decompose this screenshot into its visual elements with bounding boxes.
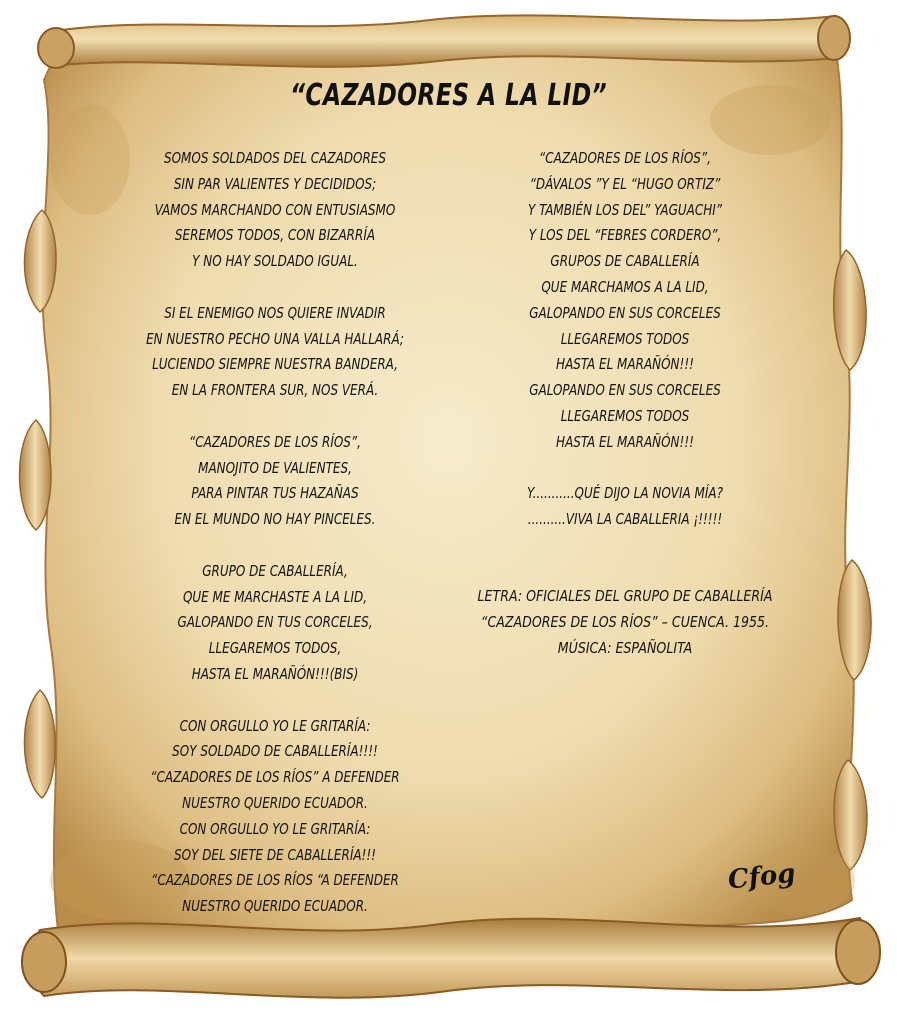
lyric-line: SI EL ENEMIGO NOS QUIERE INVADIR <box>164 303 386 322</box>
top-roll-curl-right <box>818 16 850 60</box>
bottom-roll-curl-right <box>836 920 880 984</box>
lyric-line: HASTA EL MARAÑÓN!!! <box>556 432 694 451</box>
stanza-gap <box>95 404 455 430</box>
lyric-line: SIN PAR VALIENTES Y DECIDIDOS; <box>173 174 377 193</box>
bottom-roll-curl-left <box>22 932 66 992</box>
lyric-line: ..........VIVA LA CABALLERIA ¡!!!!! <box>527 510 723 529</box>
lyric-line: EN NUESTRO PECHO UNA VALLA HALLARÁ; <box>146 329 404 348</box>
lyric-line: GALOPANDO EN SUS CORCELES <box>529 381 721 400</box>
lyric-line: MANOJITO DE VALIENTES, <box>198 458 352 477</box>
left-side-curl-mid <box>20 420 52 530</box>
lyric-line: SOY DEL SIETE DE CABALLERÍA!!! <box>174 845 376 864</box>
lyric-line: CON ORGULLO YO LE GRITARÍA: <box>179 819 371 838</box>
lyric-line: GALOPANDO EN TUS CORCELES, <box>177 613 373 632</box>
stanza-gap <box>95 275 455 301</box>
lyric-line: Y TAMBIÉN LOS DEL” YAGUACHI” <box>527 200 723 219</box>
lyric-line: EN EL MUNDO NO HAY PINCELES. <box>174 510 376 529</box>
credit-line: MÚSICA: ESPAÑOLITA <box>557 638 693 657</box>
lyric-line: GALOPANDO EN SUS CORCELES <box>529 303 721 322</box>
signature: Cfog <box>726 858 797 896</box>
left-lyrics-column <box>95 146 455 920</box>
lyric-line: “CAZADORES DE LOS RÍOS”, <box>539 149 711 167</box>
stanza-gap <box>95 688 455 714</box>
lyric-line: GRUPO DE CABALLERÍA, <box>202 561 348 580</box>
lyric-line: QUE MARCHAMOS A LA LID, <box>541 277 709 296</box>
top-roll-curl-left <box>38 28 74 68</box>
lyric-line: VAMOS MARCHANDO CON ENTUSIASMO <box>154 200 396 219</box>
lyric-line: “CAZADORES DE LOS RÍOS”, <box>189 432 361 451</box>
left-side-curl-low <box>24 690 55 798</box>
lyric-line: LLEGAREMOS TODOS, <box>208 639 342 658</box>
right-lyrics-column <box>440 146 810 533</box>
stanza-gap <box>440 456 810 482</box>
lyric-line: CON ORGULLO YO LE GRITARÍA: <box>179 716 371 735</box>
lyric-line: GRUPOS DE CABALLERÍA <box>550 252 700 271</box>
lyric-line: SEREMOS TODOS, CON BIZARRÍA <box>174 226 376 245</box>
lyric-line: “DÁVALOS ”Y EL “HUGO ORTIZ” <box>529 174 721 193</box>
page-title: “CAZADORES A LA LID” <box>289 78 608 113</box>
credits-block <box>440 584 810 661</box>
lyric-line: PARA PINTAR TUS HAZAÑAS <box>191 484 359 503</box>
lyric-line: Y...........QUÉ DIJO LA NOVIA MÍA? <box>527 484 723 503</box>
lyric-line: Y NO HAY SOLDADO IGUAL. <box>192 252 358 271</box>
lyric-line: “CAZADORES DE LOS RÍOS “A DEFENDER <box>151 871 399 890</box>
lyric-line: LLEGAREMOS TODOS <box>560 329 690 348</box>
stanza-gap <box>95 533 455 559</box>
lyric-line: HASTA EL MARAÑÓN!!! <box>556 355 694 374</box>
lyric-line: SOY SOLDADO DE CABALLERÍA!!!! <box>172 742 378 761</box>
lyric-line: “CAZADORES DE LOS RÍOS” A DEFENDER <box>150 768 400 787</box>
top-roll <box>40 15 847 66</box>
lyric-line: Y LOS DEL “FEBRES CORDERO”, <box>528 226 722 245</box>
lyric-line: SOMOS SOLDADOS DEL CAZADORES <box>163 149 387 167</box>
credit-line: LETRA: OFICIALES DEL GRUPO DE CABALLERÍA <box>477 587 773 605</box>
lyric-line: NUESTRO QUERIDO ECUADOR. <box>182 897 368 916</box>
bottom-roll <box>31 918 869 998</box>
lyric-line: NUESTRO QUERIDO ECUADOR. <box>182 793 368 812</box>
lyric-line: LUCIENDO SIEMPRE NUESTRA BANDERA, <box>152 355 398 374</box>
lyric-line: LLEGAREMOS TODOS <box>560 406 690 425</box>
lyric-line: QUE ME MARCHASTE A LA LID, <box>182 587 368 606</box>
credit-line: “CAZADORES DE LOS RÍOS” – CUENCA. 1955. <box>480 612 770 631</box>
lyric-line: HASTA EL MARAÑÓN!!!(BIS) <box>191 664 359 683</box>
lyric-line: EN LA FRONTERA SUR, NOS VERÁ. <box>171 381 379 400</box>
